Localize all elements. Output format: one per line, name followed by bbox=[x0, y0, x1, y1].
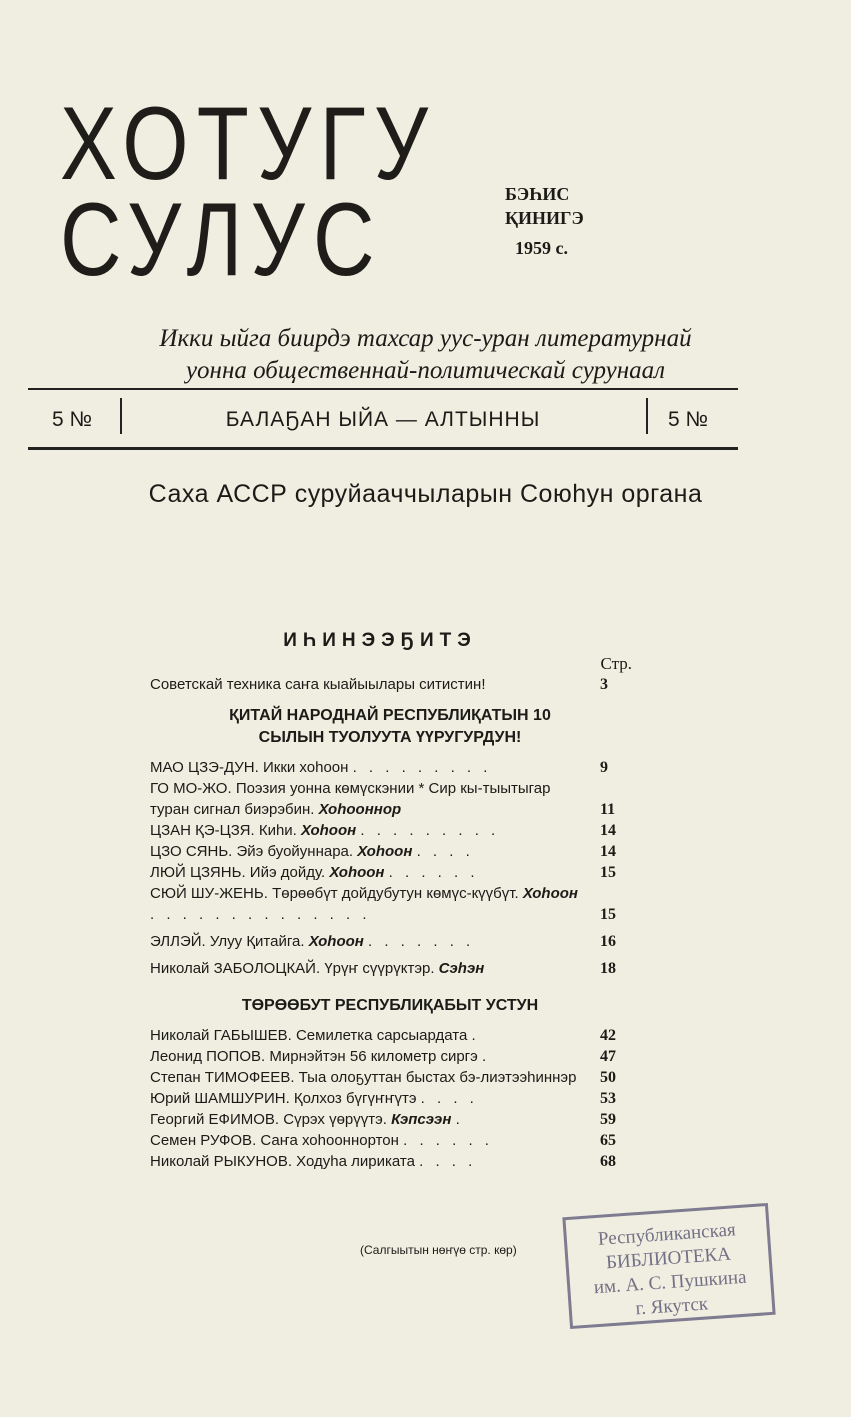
top-rule bbox=[28, 388, 738, 390]
journal-subtitle bbox=[0, 323, 851, 387]
entry-page: 18 bbox=[600, 960, 616, 977]
entry-page: 14 bbox=[600, 843, 616, 860]
section-heading-line: СЫЛЫН ТУОЛУУТА ҮҮРУГУРДУН! bbox=[258, 729, 522, 746]
entry-genre: Хоһоон bbox=[522, 885, 578, 902]
entry-page: 11 bbox=[600, 801, 616, 818]
entry-dots: . . . . . . bbox=[388, 864, 479, 881]
toc-entry bbox=[150, 958, 630, 979]
entry-title: Семилетка сарсыардата bbox=[295, 1027, 468, 1044]
toc-entry bbox=[150, 757, 630, 778]
table-of-contents bbox=[150, 630, 630, 1172]
entry-title: Қолхоз бүгүҥҥүтэ bbox=[293, 1090, 417, 1107]
entry-author: Степан ТИМОФЕЕВ. bbox=[150, 1069, 295, 1086]
entry-author: Семен РУФОВ. bbox=[150, 1132, 257, 1149]
entry-author: ЦЗАН ҚЭ-ЦЗЯ. bbox=[150, 822, 255, 839]
entry-dots: . . . . bbox=[416, 843, 474, 860]
issue-info-line: БЭҺИС bbox=[505, 184, 570, 204]
entry-page: 65 bbox=[600, 1132, 616, 1149]
entry-genre: Хоһоон bbox=[329, 864, 385, 881]
continued-note: (Салгыытын нөҥүө стр. көр) bbox=[360, 1243, 517, 1257]
entry-author: Николай ГАБЫШЕВ. bbox=[150, 1027, 292, 1044]
entry-title: Икки хоһоон bbox=[262, 759, 349, 776]
entry-title: Ходуһа лириката bbox=[296, 1153, 415, 1170]
toc-entry bbox=[150, 883, 630, 925]
journal-title-line-2: СУЛУС bbox=[60, 182, 383, 298]
entry-title: Мирнэйтэн 56 километр сиргэ bbox=[269, 1048, 478, 1065]
section-heading-republic: ТӨРӨӨБУТ РЕСПУБЛИҚАБЫТ УСТУН bbox=[241, 997, 539, 1014]
toc-entry bbox=[150, 1151, 630, 1172]
entry-dots: . bbox=[481, 1048, 491, 1065]
entry-page: 15 bbox=[600, 864, 616, 881]
toc-entry bbox=[150, 1025, 630, 1046]
entry-author: Леонид ПОПОВ. bbox=[150, 1048, 266, 1065]
entry-page: 47 bbox=[600, 1048, 616, 1065]
toc-entry bbox=[150, 1067, 630, 1088]
stamp-line: им. А. С. Пушкина bbox=[593, 1266, 748, 1299]
entry-page: 50 bbox=[600, 1069, 616, 1086]
entry-genre: Хоһооннор bbox=[318, 801, 402, 818]
entry-page: 53 bbox=[600, 1090, 616, 1107]
entry-dots: . . . . . . . . . bbox=[352, 759, 492, 776]
entry-title: Советскай техника саҥа кыайыылары ситистин! bbox=[150, 676, 486, 693]
entry-genre: Хоһоон bbox=[357, 843, 413, 860]
toc-heading: ИҺИНЭЭҔИТЭ bbox=[283, 630, 477, 651]
entry-page: 15 bbox=[600, 906, 616, 923]
entry-dots: . bbox=[455, 1111, 464, 1128]
entry-author: Георгий ЕФИМОВ. bbox=[150, 1111, 280, 1128]
section-entries-republic bbox=[150, 1025, 630, 1172]
entry-author: МАО ЦЗЭ-ДУН. bbox=[150, 759, 259, 776]
entry-genre: Кэпсээн bbox=[391, 1111, 452, 1128]
stamp-line: Республиканская bbox=[597, 1219, 737, 1250]
toc-entry bbox=[150, 841, 630, 862]
entry-dots: . . . . . . . . . . . . . . bbox=[150, 906, 371, 923]
library-stamp bbox=[562, 1203, 775, 1329]
entry-title: Улуу Қитайга. bbox=[209, 933, 305, 950]
entry-page: 3 bbox=[600, 676, 608, 693]
toc-entry bbox=[150, 1109, 630, 1130]
subtitle-line: уонна общественнай-политическай сурунаал bbox=[185, 357, 666, 384]
publisher-organ: Саха АССР суруйааччыларын Союһун органа bbox=[148, 480, 703, 508]
section-heading-line: ҚИТАЙ НАРОДНАЙ РЕСПУБЛИҚАТЫН 10 bbox=[229, 707, 551, 724]
entry-genre: Сэһэн bbox=[438, 960, 485, 977]
issue-info-line: ҚИНИГЭ bbox=[505, 208, 584, 228]
toc-entry bbox=[150, 674, 630, 695]
entry-dots: . bbox=[471, 1027, 480, 1044]
issue-year: 1959 с. bbox=[515, 238, 568, 258]
entry-page: 59 bbox=[600, 1111, 616, 1128]
entry-dots: . . . . . . . bbox=[368, 933, 475, 950]
entry-genre: Хоһоон bbox=[301, 822, 357, 839]
toc-entry bbox=[150, 1088, 630, 1109]
section-heading-china bbox=[150, 705, 630, 749]
entry-title: Үрүҥ сүүрүктэр. bbox=[324, 960, 435, 977]
entry-author: СЮЙ ШУ-ЖЕНЬ. bbox=[150, 885, 268, 902]
entry-dots: . . . . bbox=[420, 1090, 478, 1107]
stamp-line: БИБЛИОТЕКА bbox=[605, 1243, 732, 1274]
entry-author: Юрий ШАМШУРИН. bbox=[150, 1090, 290, 1107]
bottom-rule bbox=[28, 447, 738, 450]
entry-author: ЦЗО СЯНЬ. bbox=[150, 843, 233, 860]
issue-info bbox=[505, 182, 584, 260]
band-divider bbox=[646, 398, 648, 434]
toc-entry bbox=[150, 778, 630, 820]
subtitle-line: Икки ыйга биирдэ тахсар уус-уран литературнай bbox=[159, 325, 692, 352]
entry-title: Киһи. bbox=[258, 822, 297, 839]
issue-month: БАЛАҔАН ЫЙА — АЛТЫННЫ bbox=[225, 408, 541, 431]
entry-title: Тыа олоҕуттан быстах бэ-лиэтээһиннэр bbox=[298, 1069, 577, 1086]
entry-author: Николай РЫКУНОВ. bbox=[150, 1153, 292, 1170]
entry-author: ГО МО-ЖО. bbox=[150, 780, 232, 797]
toc-entry bbox=[150, 1130, 630, 1151]
entry-page: 14 bbox=[600, 822, 616, 839]
entry-page: 16 bbox=[600, 933, 616, 950]
entry-author: ЛЮЙ ЦЗЯНЬ. bbox=[150, 864, 246, 881]
page-column-label: Стр. bbox=[600, 654, 632, 673]
entry-title: Ийэ дойду. bbox=[249, 864, 326, 881]
entry-genre: Хоһоон bbox=[308, 933, 364, 950]
entry-dots: . . . . . . . . . bbox=[360, 822, 500, 839]
entry-title: Саҥа хоһооннортон bbox=[260, 1132, 399, 1149]
issue-band bbox=[28, 398, 738, 440]
entry-title: Поэзия уонна көмүскэнии * Сир кы-тыытыгар туран сигнал биэрэбин. bbox=[150, 780, 551, 818]
section-entries-china bbox=[150, 757, 630, 979]
entry-page: 42 bbox=[600, 1027, 616, 1044]
entry-title: Төрөөбүт дойдубутун көмүс-күүбүт. bbox=[272, 885, 519, 902]
issue-number-right: 5 № bbox=[667, 408, 708, 431]
toc-entry bbox=[150, 931, 630, 952]
stamp-line: г. Якутск bbox=[634, 1293, 709, 1320]
toc-entry bbox=[150, 1046, 630, 1067]
entry-page: 9 bbox=[600, 759, 608, 776]
entry-author: Николай ЗАБОЛОЦКАЙ. bbox=[150, 960, 321, 977]
toc-entry bbox=[150, 862, 630, 883]
journal-title-line-1: ХОТУГУ bbox=[60, 86, 437, 202]
entry-title: Сүрэх үөрүүтэ. bbox=[283, 1111, 387, 1128]
entry-title: Эйэ буойуннара. bbox=[236, 843, 354, 860]
entry-author: ЭЛЛЭЙ. bbox=[150, 933, 206, 950]
entry-dots: . . . . bbox=[419, 1153, 477, 1170]
entry-dots: . . . . . . bbox=[403, 1132, 493, 1149]
toc-entry bbox=[150, 820, 630, 841]
issue-number-left: 5 № bbox=[52, 408, 93, 431]
entry-page: 68 bbox=[600, 1153, 616, 1170]
